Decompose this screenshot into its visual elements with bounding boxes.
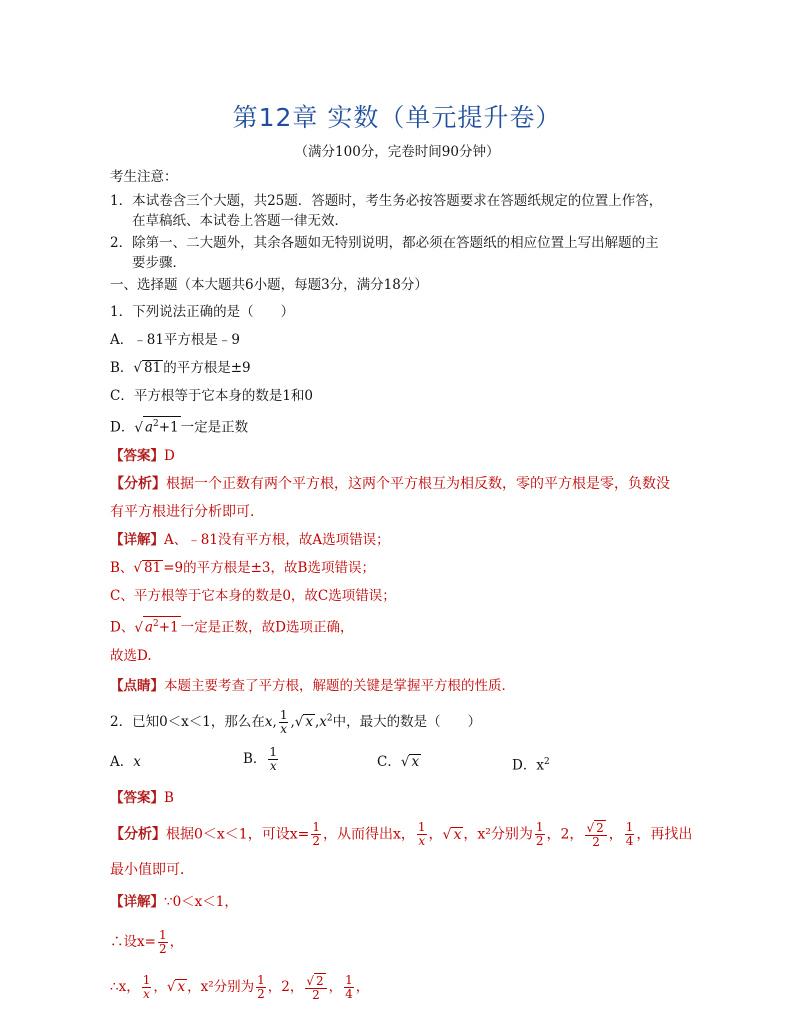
notice-item-2: 2．除第一、二大题外，其余各题如无特别说明，都必须在答题纸的相应位置上写出解题的主 — [110, 235, 659, 251]
q2-detail-line3: ∴x， $\frac{1}{x}$ ，√ x ，x²分别为 $\frac{1}{2}$ ，2， $\frac{√ 2}{2}$ ， $\frac{1}{4}$ ， — [110, 973, 370, 1002]
fraction: $\frac{1}{x}$ — [279, 708, 288, 736]
q1-detail-b: B、√ 81 =9的平方根是±3，故B选项错误； — [110, 560, 375, 576]
q1-option-b: B．√ 81 的平方根是±9 — [110, 360, 251, 376]
q1-option-c: C．平方根等于它本身的数是1和0 — [110, 388, 314, 404]
q2-option-c: C．√ x — [377, 754, 420, 770]
page-title: 第12章 实数（单元提升卷） — [232, 103, 562, 132]
notice-item-1: 1．本试卷含三个大题，共25题．答题时，考生务必按答题要求在答题纸规定的位置上作答， — [110, 193, 663, 209]
q2-analysis-cont: 最小值即可． — [110, 862, 194, 878]
notice-item-1-cont: 在草稿纸、本试卷上答题一律无效． — [132, 213, 348, 229]
q1-comment: 【点睛】本题主要考查了平方根，解题的关键是掌握平方根的性质． — [110, 678, 515, 694]
q2-stem: 2．已知0＜x＜1，那么在x, $\frac{1}{x}$ ,√ x $,x^2$中，最大的数是（ ） — [110, 708, 482, 736]
q2-option-d: D．$x^2$ — [512, 757, 550, 774]
notice-heading: 考生注意： — [110, 169, 178, 185]
q1-option-a: A．﹣81平方根是﹣9 — [110, 332, 241, 348]
q2-detail-line2: ∴设x= $\frac{1}{2}$ ， — [110, 928, 184, 956]
q2-option-a: A．x — [110, 754, 141, 770]
q1-analysis-cont: 有平方根进行分析即可． — [110, 504, 264, 520]
q1-answer: 【答案】D — [110, 448, 175, 464]
sqrt-expression: √ 81 — [133, 360, 162, 376]
q1-option-d: D．√ $a^2+1$ 一定是正数 — [110, 416, 248, 437]
sqrt-expression: √ $a^2+1$ — [134, 420, 180, 436]
q2-analysis: 【分析】根据0＜x＜1，可设x= $\frac{1}{2}$ ，从而得出x， $\frac{1}{x}$ ，√ x ，x²分别为 $\frac{1}{2}$ ，2， $\frac{√ 2}{2}$ ， $\frac{1}{4}$ ，再找出 — [110, 820, 693, 849]
q1-stem: 1．下列说法正确的是（ ） — [110, 304, 295, 320]
option-label: B． — [110, 360, 134, 376]
q2-answer: 【答案】B — [110, 790, 174, 806]
q1-detail-c: C、平方根等于它本身的数是0，故C选项错误； — [110, 588, 396, 604]
section-heading: 一、选择题（本大题共6小题，每题3分，满分18分） — [110, 277, 428, 293]
q1-detail-a: 【详解】A、﹣81没有平方根，故A选项错误； — [110, 532, 390, 548]
q2-option-b: B． $\frac{1}{x}$ — [243, 745, 278, 773]
q1-conclusion: 故选D. — [110, 648, 152, 664]
q1-analysis: 【分析】根据一个正数有两个平方根，这两个平方根互为相反数，零的平方根是零，负数没 — [110, 476, 670, 492]
q2-detail-line1: 【详解】∵0＜x＜1， — [110, 894, 238, 910]
q1-detail-d: D、√ $a^2+1$ 一定是正数，故D选项正确， — [110, 616, 353, 637]
notice-item-2-cont: 要步骤． — [132, 255, 186, 271]
page-subtitle: （满分100分，完卷时间90分钟） — [294, 144, 500, 160]
